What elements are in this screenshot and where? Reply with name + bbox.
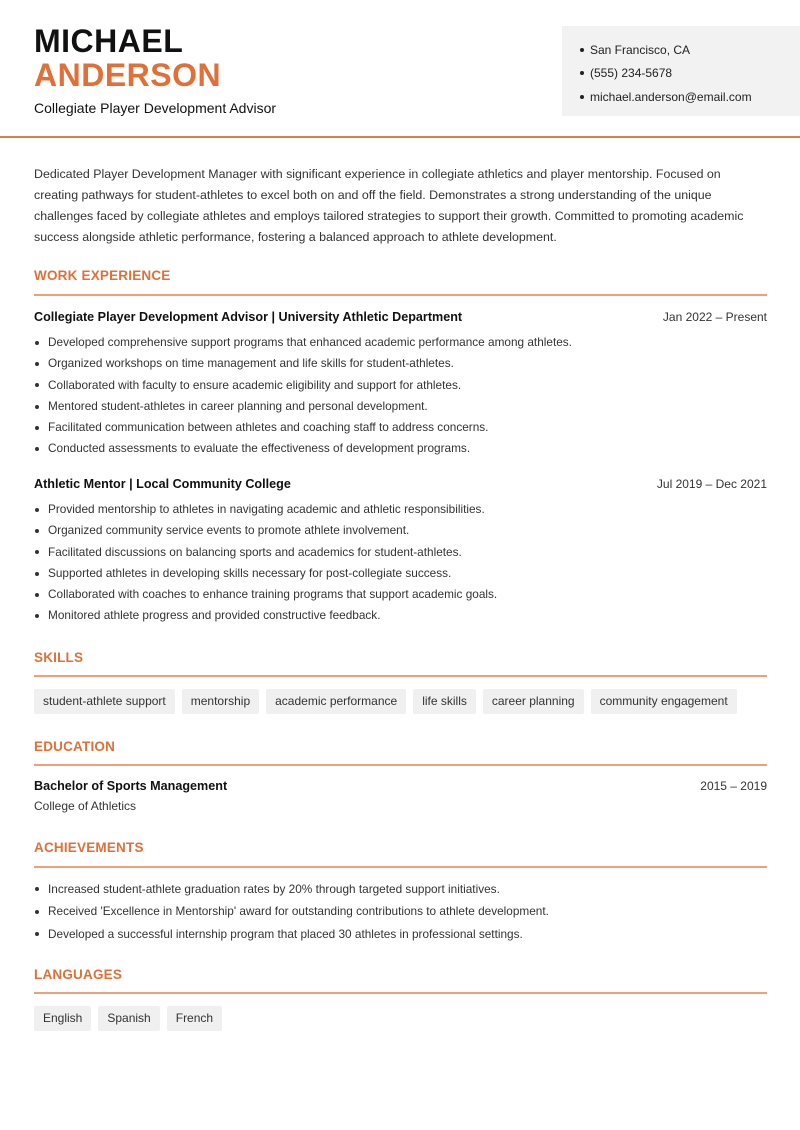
list-item — [34, 520, 767, 541]
bullet-text: Facilitated communication between athletes and coaching staff to address concerns. — [48, 420, 489, 435]
list-item — [34, 901, 767, 924]
bullet-text: Collaborated with coaches to enhance training programs that support academic goals. — [48, 587, 498, 602]
section-divider — [34, 764, 767, 766]
list-item — [34, 499, 767, 520]
list-item — [34, 438, 767, 459]
first-name: MICHAEL — [34, 23, 184, 59]
bullet-text: Conducted assessments to evaluate the effectiveness of development programs. — [48, 441, 471, 456]
bullet-text: Supported athletes in developing skills necessary for post-collegiate success. — [48, 565, 452, 580]
language-chip: Spanish — [98, 1006, 159, 1031]
degree: Bachelor of Sports Management — [34, 779, 228, 793]
job-role: Collegiate Player Development Advisor | University Athletic Department — [34, 310, 463, 324]
bullet-icon — [580, 48, 584, 52]
contact-box — [562, 26, 800, 116]
bullet-text: Monitored athlete progress and provided constructive feedback. — [48, 608, 381, 623]
email-text: michael.anderson@email.com — [590, 89, 752, 104]
section-title-languages: LANGUAGES — [34, 967, 123, 982]
list-item — [34, 605, 767, 626]
bullet-icon — [35, 508, 39, 512]
list-item — [34, 417, 767, 438]
list-item — [34, 332, 767, 353]
skill-chip: mentorship — [182, 689, 259, 714]
achievement-text: Received 'Excellence in Mentorship' award for outstanding contributions to athlete development. — [48, 904, 549, 919]
section-divider — [34, 866, 767, 868]
summary-paragraph: Dedicated Player Development Manager with significant experience in collegiate athletics and player mentorship. Focused on creating pathways for student-athletes to excel both on and off the field. Demonstrates a strong understanding of the unique challenges faced by collegiate athletes and employs tailored strategies to support their growth. Committed to promoting academic success alongside athletic performance, fostering a balanced approach to athlete development. — [34, 167, 744, 244]
bullet-icon — [35, 910, 39, 914]
achievements-list — [34, 878, 767, 946]
bullet-text: Organized community service events to promote athlete involvement. — [48, 523, 410, 538]
job-title: Collegiate Player Development Advisor — [34, 100, 277, 116]
bullet-icon — [580, 95, 584, 99]
skill-chip: student-athlete support — [34, 689, 175, 714]
list-item — [34, 353, 767, 374]
section-title-achievements: ACHIEVEMENTS — [34, 840, 144, 855]
achievement-text: Increased student-athlete graduation rates by 20% through targeted support initiatives. — [48, 881, 500, 896]
list-item — [34, 878, 767, 901]
bullet-text: Mentored student-athletes in career planning and personal development. — [48, 398, 428, 413]
section-divider — [34, 992, 767, 994]
bullet-icon — [35, 614, 39, 618]
bullet-text: Organized workshops on time management and life skills for student-athletes. — [48, 356, 454, 371]
list-item — [34, 375, 767, 396]
bullet-text: Provided mentorship to athletes in navigating academic and athletic responsibilities. — [48, 502, 485, 516]
job-dates: Jan 2022 – Present — [662, 310, 767, 324]
bullet-icon — [35, 529, 39, 533]
location-text: San Francisco, CA — [590, 42, 691, 57]
list-item — [34, 542, 767, 563]
skill-chip: community engagement — [591, 689, 737, 714]
school-name: College of Athletics — [34, 799, 137, 813]
contact-phone — [580, 62, 800, 86]
job-header — [34, 477, 767, 491]
skill-chip: life skills — [413, 689, 476, 714]
bullet-icon — [35, 572, 39, 576]
education-dates: 2015 – 2019 — [700, 779, 767, 793]
bullet-icon — [35, 932, 39, 936]
section-title-skills: SKILLS — [34, 650, 84, 665]
section-title-education: EDUCATION — [34, 739, 116, 754]
bullet-text: Collaborated with faculty to ensure academic eligibility and support for athletes. — [48, 377, 462, 392]
section-divider — [34, 294, 767, 296]
bullet-icon — [35, 362, 39, 366]
contact-location — [580, 38, 800, 62]
job-dates: Jul 2019 – Dec 2021 — [656, 477, 767, 491]
bullet-icon — [35, 887, 39, 891]
skill-chip: career planning — [483, 689, 584, 714]
languages-list — [34, 1006, 222, 1031]
list-item — [34, 584, 767, 605]
resume-header — [0, 0, 800, 138]
skills-list — [34, 689, 737, 714]
job-bullets — [34, 332, 767, 460]
job-role: Athletic Mentor | Local Community College — [34, 477, 291, 491]
phone-text: (555) 234-5678 — [590, 66, 673, 81]
bullet-icon — [35, 341, 39, 345]
list-item — [34, 396, 767, 417]
bullet-icon — [35, 593, 39, 597]
education-header — [34, 779, 767, 793]
language-chip: French — [167, 1006, 222, 1031]
bullet-text: Developed comprehensive support programs that enhanced academic performance among athletes. — [48, 335, 572, 349]
bullet-icon — [580, 71, 584, 75]
job-bullets — [34, 499, 767, 627]
job-header — [34, 310, 767, 324]
bullet-icon — [35, 447, 39, 451]
bullet-text: Facilitated discussions on balancing sports and academics for student-athletes. — [48, 544, 462, 559]
language-chip: English — [34, 1006, 91, 1031]
bullet-icon — [35, 405, 39, 409]
bullet-icon — [35, 383, 39, 387]
section-title-work: WORK EXPERIENCE — [34, 268, 171, 283]
last-name: ANDERSON — [34, 57, 222, 93]
bullet-icon — [35, 550, 39, 554]
skill-chip: academic performance — [266, 689, 406, 714]
bullet-icon — [35, 426, 39, 430]
achievement-text: Developed a successful internship program that placed 30 athletes in professional settings. — [48, 926, 523, 941]
contact-email — [580, 85, 800, 109]
section-divider — [34, 675, 767, 677]
list-item — [34, 563, 767, 584]
list-item — [34, 923, 767, 946]
